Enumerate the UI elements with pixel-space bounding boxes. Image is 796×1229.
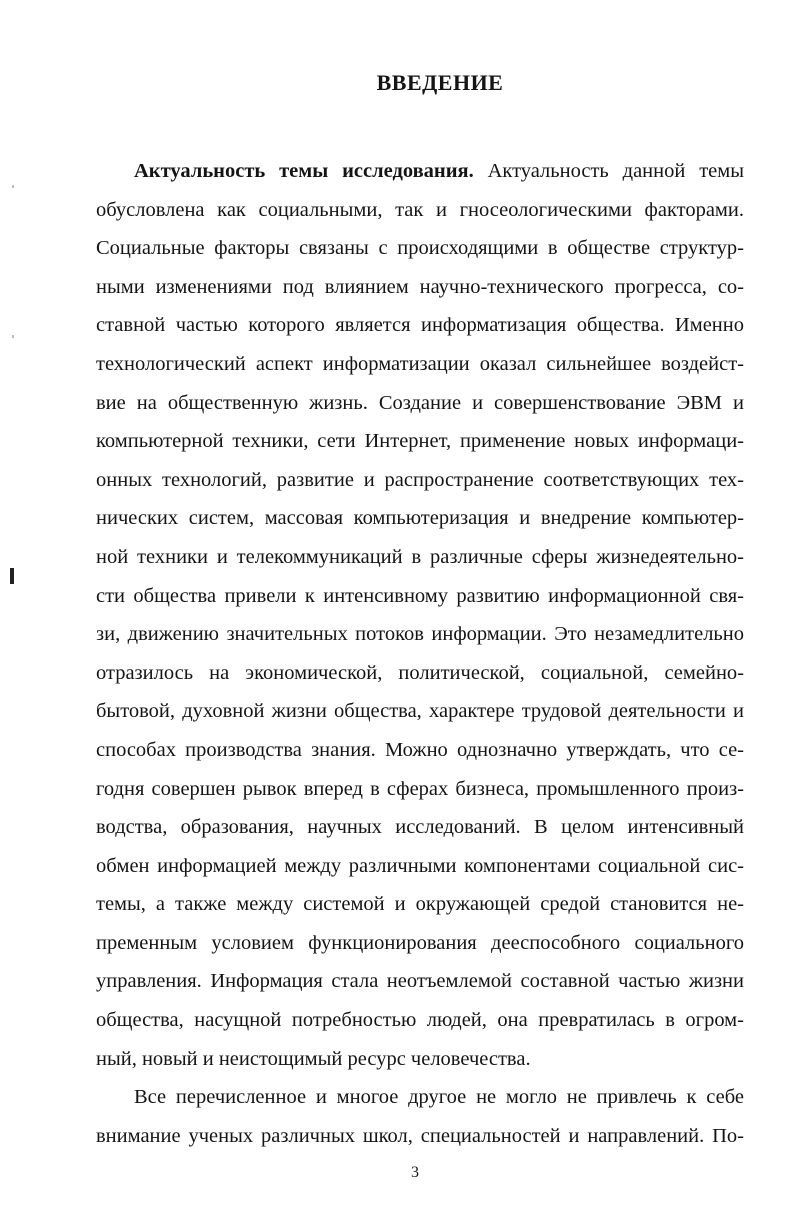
body-text (96, 152, 744, 1155)
text-line: управления. Информация стала неотъемлемой составной частью жизни (96, 970, 744, 993)
text-line: Все перечисленное и многое другое не могло не привлечь к себе (134, 1086, 744, 1109)
text-line: ставной частью которого является информатизация общества. Именно (96, 314, 744, 337)
text-line: вие на общественную жизнь. Создание и совершенствование ЭВМ и (96, 391, 744, 414)
text-line: компьютерной техники, сети Интернет, применение новых информаци- (96, 430, 744, 453)
text-line: обмен информацией между различными компонентами социальной сис- (96, 854, 744, 877)
text-line-rest: Актуальность данной темы (473, 160, 744, 182)
scan-artifact-mark (10, 568, 14, 584)
text-line: обусловлена как социальными, так и гносеологическими факторами. (96, 198, 744, 221)
text-line: ный, новый и неистощимый ресурс человечества. (96, 1047, 531, 1070)
page-heading: ВВЕДЕНИЕ (376, 70, 504, 95)
text-line: способах производства знания. Можно однозначно утверждать, что се- (96, 738, 744, 761)
page-number: 3 (411, 1164, 419, 1181)
text-line: сти общества привели к интенсивному развитию информационной свя- (96, 584, 744, 607)
scan-artifact-speck (12, 185, 14, 188)
text-line: онных технологий, развитие и распространение соответствующих тех- (96, 468, 744, 491)
text-line: ной техники и телекоммуникаций в различные сферы жизнедеятельно- (96, 545, 744, 568)
text-line: технологический аспект информатизации оказал сильнейшее воздейст- (96, 352, 744, 375)
text-line: годня совершен рывок вперед в сферах бизнеса, промышленного произ- (96, 777, 744, 800)
bold-lead-phrase: Актуальность темы исследования. (134, 160, 474, 182)
text-line: водства, образования, научных исследований. В целом интенсивный (96, 816, 744, 839)
text-line: пременным условием функционирования дееспособного социального (96, 931, 744, 954)
text-line: общества, насущной потребностью людей, она превратилась в огром- (96, 1009, 744, 1032)
text-line (96, 152, 744, 191)
text-line: отразилось на экономической, политической, социальной, семейно- (96, 661, 744, 684)
text-line: ными изменениями под влиянием научно-технического прогресса, со- (96, 275, 744, 298)
text-line: нических систем, массовая компьютеризация и внедрение компьютер- (96, 507, 744, 530)
text-line: внимание ученых различных школ, специальностей и направлений. По- (96, 1124, 744, 1147)
text-line: Социальные факторы связаны с происходящими в обществе структур- (96, 237, 744, 260)
text-line: бытовой, духовной жизни общества, характере трудовой деятельности и (96, 700, 744, 723)
text-line: зи, движению значительных потоков информации. Это незамедлительно (96, 623, 744, 646)
text-line: темы, а также между системой и окружающей средой становится не- (96, 893, 744, 916)
scan-artifact-speck (12, 335, 14, 338)
